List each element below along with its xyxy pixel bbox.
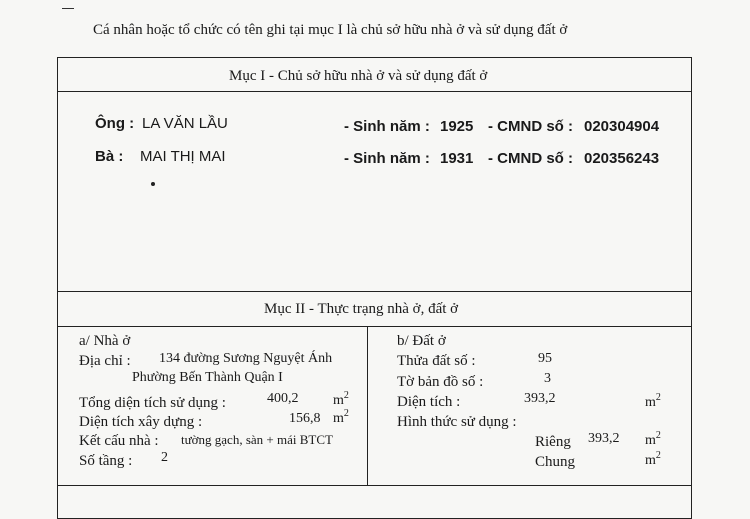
shared-label: Chung xyxy=(535,454,576,470)
land-area-value: 393,2 xyxy=(524,391,556,406)
muc2-column-divider xyxy=(367,327,368,485)
build-area-value: 156,8 xyxy=(289,411,321,426)
owner-1-birth-year: 1925 xyxy=(440,118,474,135)
muc1-title-divider xyxy=(58,91,691,92)
owner-1-id-number: 020304904 xyxy=(584,118,660,135)
muc2-top-divider xyxy=(58,291,691,292)
owner-2-name: MAI THỊ MAI xyxy=(140,148,226,165)
map-label: Tờ bản đồ số : xyxy=(397,374,484,390)
total-area-unit: $m^2$ xyxy=(333,390,349,408)
private-unit: $m^2$ xyxy=(645,430,661,448)
owner-2-prefix: Bà : xyxy=(95,148,124,165)
structure-label: Kết cấu nhà : xyxy=(79,433,159,449)
floors-value: 2 xyxy=(161,450,168,465)
owner-1-birth-label: - Sinh năm : xyxy=(344,118,430,135)
land-heading: b/ Đất ở xyxy=(397,333,446,349)
total-area-label: Tổng diện tích sử dụng : xyxy=(79,395,226,411)
build-area-unit: $m^2$ xyxy=(333,408,349,426)
header-text: Cá nhân hoặc tổ chức có tên ghi tại mục I là chủ sở hữu nhà ở và sử dụng đất ở xyxy=(93,22,568,38)
owner-2-id-number: 020356243 xyxy=(584,150,660,167)
shared-unit: $m^2$ xyxy=(645,450,661,468)
muc2-title-divider xyxy=(58,326,691,327)
build-area-label: Diện tích xây dựng : xyxy=(79,414,203,430)
total-area-value: 400,2 xyxy=(267,391,299,406)
owner-1-prefix: Ông : xyxy=(95,115,135,132)
map-value: 3 xyxy=(544,371,551,386)
address-line-2: Phường Bến Thành Quận I xyxy=(132,370,283,385)
owner-1-id-label: - CMND số : xyxy=(488,118,573,135)
land-area-label: Diện tích : xyxy=(397,394,461,410)
muc2-bottom-divider xyxy=(58,485,691,486)
use-form-label: Hình thức sử dụng : xyxy=(397,414,517,430)
address-label: Địa chỉ : xyxy=(79,353,131,369)
plot-value: 95 xyxy=(538,351,552,366)
land-area-unit: $m^2$ xyxy=(645,392,661,410)
house-heading: a/ Nhà ở xyxy=(79,333,131,349)
address-line-1: 134 đường Sương Nguyệt Ánh xyxy=(159,351,333,366)
floors-label: Số tầng : xyxy=(79,453,133,469)
muc1-title: Mục I - Chủ sở hữu nhà ở và sử dụng đất ở xyxy=(229,68,488,84)
corner-mark xyxy=(62,8,74,9)
owner-2-birth-year: 1931 xyxy=(440,150,474,167)
structure-value: tường gạch, sàn + mái BTCT xyxy=(181,432,333,447)
owner-1-name: LA VĂN LẦU xyxy=(142,115,228,132)
owner-2-birth-label: - Sinh năm : xyxy=(344,150,430,167)
private-value: 393,2 xyxy=(588,431,620,446)
plot-label: Thửa đất số : xyxy=(397,353,476,369)
owner-2-id-label: - CMND số : xyxy=(488,150,573,167)
muc2-title: Mục II - Thực trạng nhà ở, đất ở xyxy=(264,301,459,317)
ink-dot xyxy=(151,182,155,186)
private-label: Riêng xyxy=(535,434,571,450)
